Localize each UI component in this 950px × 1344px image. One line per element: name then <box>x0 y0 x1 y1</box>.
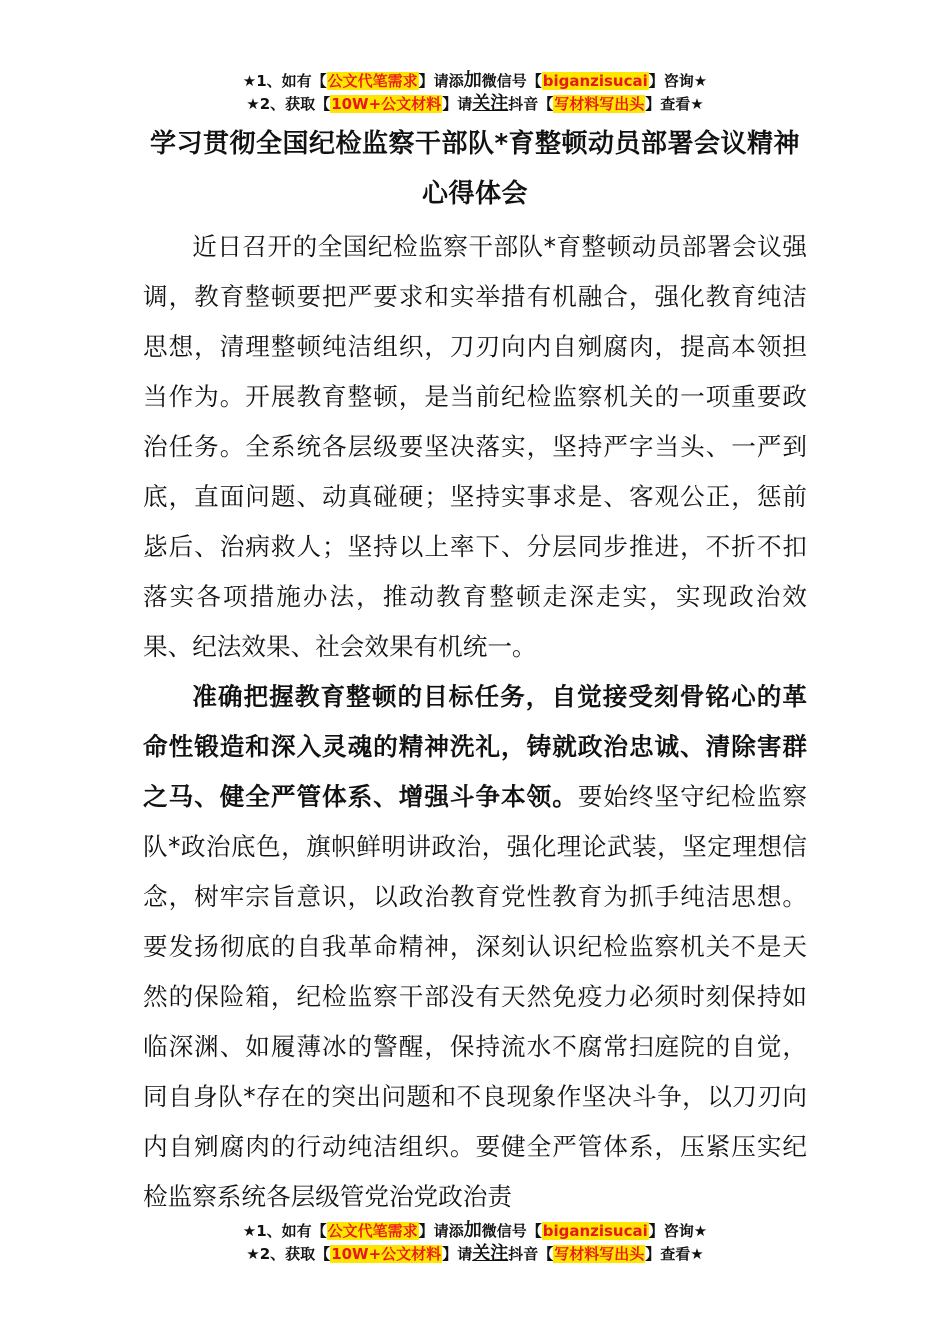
banner-line-suffix: 】查看★ <box>645 95 704 113</box>
banner-highlight-service: 公文代笔需求 <box>327 72 418 90</box>
banner-line-middle: 】请 <box>442 95 473 113</box>
banner-highlight-materials: 10W+公文材料 <box>331 95 442 113</box>
banner-highlight-douyin-account: 写材料写出头 <box>554 95 645 113</box>
banner-emphasis: 加 <box>463 1220 482 1241</box>
banner-line-follow <box>0 92 950 115</box>
banner-line-prefix: ★1、如有【 <box>242 72 327 90</box>
paragraph-intro: 近日召开的全国纪检监察干部队*育整顿动员部署会议强调，教育整顿要把严要求和实举措有机融合，强化教育纯洁思想，清理整顿纯洁组织，刀刃向内自剜腐肉，提高本领担当作为。开展教育整顿，是当前纪检监察机关的一项重要政治任务。全系统各层级要坚决落实，坚持严字当头、一严到底，直面问题、动真碰硬；坚持实事求是、客观公正，惩前毖后、治病救人；坚持以上率下、分层同步推进，不折不扣落实各项措施办法，推动教育整顿走深走实，实现政治效果、纪法效果、社会效果有机统一。 <box>143 232 807 661</box>
banner-line-middle: 】请 <box>442 1245 473 1263</box>
paragraph-target-tasks <box>143 672 807 1222</box>
banner-line-suffix: 】咨询★ <box>648 1222 708 1240</box>
banner-highlight-wechat-id: biganzisucai <box>542 72 648 90</box>
banner-line-middle: 】请添 <box>418 1222 464 1240</box>
banner-line-middle: 】请添 <box>418 72 464 90</box>
banner-line-middle: 抖音【 <box>508 1245 554 1263</box>
banner-line-middle: 抖音【 <box>508 95 554 113</box>
banner-line-consult <box>0 69 950 92</box>
banner-line-middle: 微信号【 <box>481 1222 542 1240</box>
banner-line-middle: 微信号【 <box>481 72 542 90</box>
banner-line-suffix: 】查看★ <box>645 1245 704 1263</box>
banner-line-suffix: 】咨询★ <box>648 72 708 90</box>
banner-line-prefix: ★2、获取【 <box>246 95 331 113</box>
banner-line-consult <box>0 1219 950 1242</box>
paragraph-lead-sentence: 准确把握教育整顿的目标任务，自觉接受刻骨铭心的革命性锻造和深入灵魂的精神洗礼，铸就政治忠诚、清除害群之马、健全严管体系、增强斗争本领。 <box>143 682 807 811</box>
paragraph-body-text: 要始终坚守纪检监察队*政治底色，旗帜鲜明讲政治，强化理论武装，坚定理想信念，树牢宗旨意识，以政治教育党性教育为抓手纯洁思想。要发扬彻底的自我革命精神，深刻认识纪检监察机关不是天然的保险箱，纪检监察干部没有天然免疫力必须时刻保持如临深渊、如履薄冰的警醒，保持流水不腐常扫庭院的自觉，同自身队*存在的突出问题和不良现象作坚决斗争，以刀刃向内自剜腐肉的行动纯洁组织。要健全严管体系，压紧压实纪检监察系统各层级管党治党政治责 <box>143 782 807 1211</box>
banner-emphasis: 关注 <box>472 93 509 114</box>
banner-emphasis: 加 <box>463 70 482 91</box>
banner-highlight-douyin-account: 写材料写出头 <box>554 1245 645 1263</box>
banner-line-follow <box>0 1242 950 1265</box>
banner-highlight-service: 公文代笔需求 <box>327 1222 418 1240</box>
banner-emphasis: 关注 <box>472 1243 509 1264</box>
document-body <box>143 222 807 1222</box>
banner-highlight-wechat-id: biganzisucai <box>542 1222 648 1240</box>
banner-line-prefix: ★2、获取【 <box>246 1245 331 1263</box>
header-banner <box>0 69 950 115</box>
footer-banner <box>0 1219 950 1265</box>
document-title: 学习贯彻全国纪检监察干部队*育整顿动员部署会议精神心得体会 <box>149 129 801 209</box>
banner-highlight-materials: 10W+公文材料 <box>331 1245 442 1263</box>
banner-line-prefix: ★1、如有【 <box>242 1222 327 1240</box>
